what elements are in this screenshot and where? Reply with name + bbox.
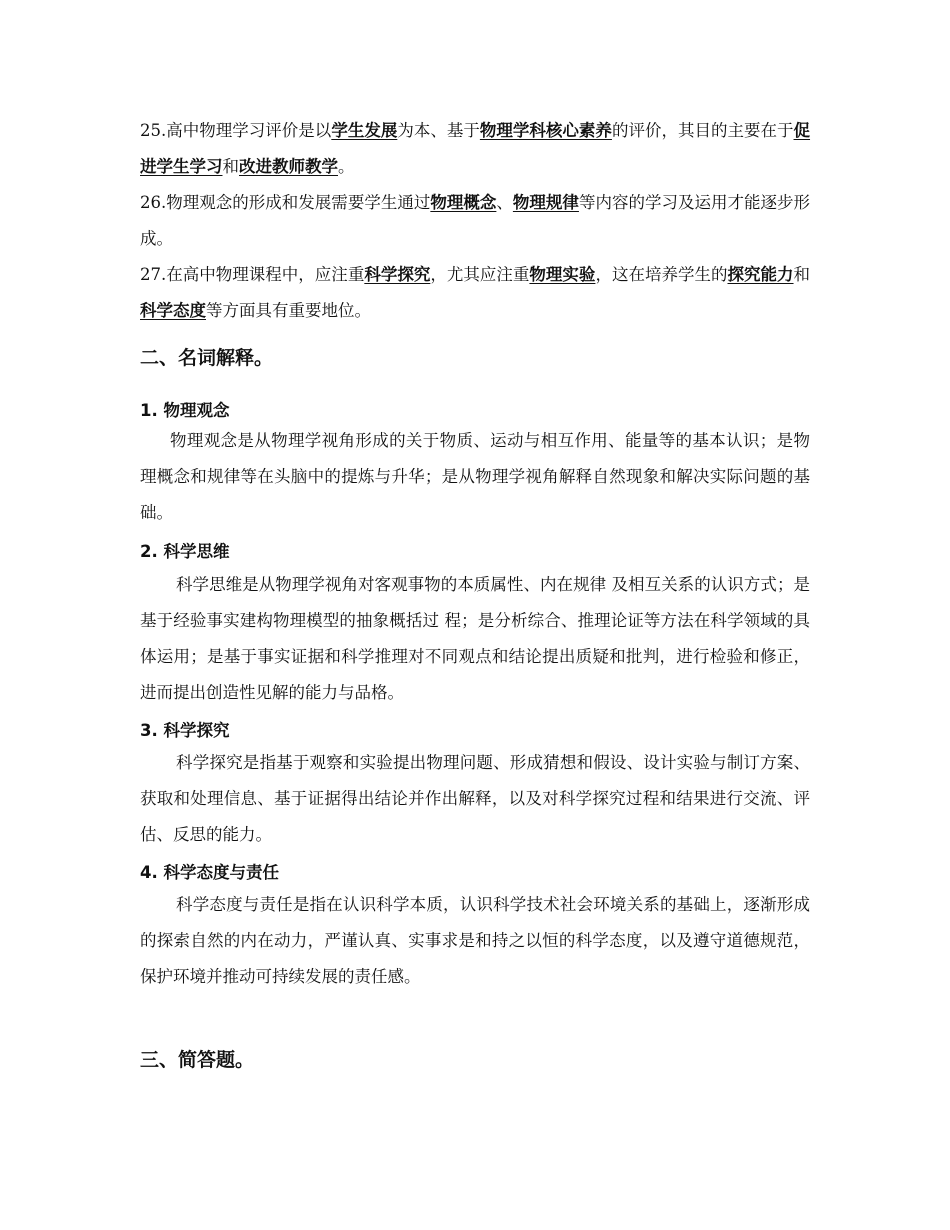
section-2-title: 二、名词解释。	[140, 347, 274, 369]
q26-answer-1: 物理概念	[430, 193, 497, 212]
q27-answer-4: 科学态度	[140, 301, 206, 320]
q25-text-2: 为本、基于	[397, 121, 480, 140]
term-4-definition: 科学态度与责任是指在认识科学本质，认识科学技术社会环境关系的基础上，逐渐形成的探索自然的内在动力，严谨认真、实事求是和持之以恒的科学态度，以及遵守道德规范，保护环境并推动可持续发展的责任感。	[140, 895, 810, 986]
q26-text-3: 等内容的学习及运用才能逐步形成。	[140, 193, 811, 248]
q25-text-3: 的评价，其目的主要在于	[611, 121, 794, 140]
q25-answer-2: 物理学科核心素养	[479, 121, 612, 140]
q25-text-1: 25.高中物理学习评价是以	[140, 121, 332, 140]
q27-text-5: 等方面具有重要地位。	[206, 301, 371, 320]
term-2-definition: 科学思维是从物理学视角对客观事物的本质属性、内在规律 及相互关系的认识方式；是基于经验事实建构物理模型的抽象概括过 程；是分析综合、推理论证等方法在科学领域的具体运用；是基于事实证据和科学推理对不同观点和结论提出质疑和批判，进行检验和修正，进而提出创造性见解的能力与品格。	[140, 575, 810, 702]
q27-answer-3: 探究能力	[727, 265, 794, 284]
q26-text-1: 26.物理观念的形成和发展需要学生通过	[140, 193, 431, 212]
q26-answer-2: 物理规律	[512, 193, 579, 212]
question-26	[140, 185, 810, 257]
term-1-heading: 1. 物理观念	[140, 401, 230, 420]
q26-text-2: 、	[496, 193, 513, 212]
term-4-heading: 4. 科学态度与责任	[140, 863, 279, 882]
section-3-title: 三、简答题。	[140, 1049, 255, 1071]
question-25	[140, 113, 810, 185]
q25-answer-4: 改进教师教学	[239, 157, 338, 176]
q25-text-5: 。	[338, 157, 355, 176]
q25-answer-1: 学生发展	[331, 121, 398, 140]
q27-text-1: 27.在高中物理课程中，应注重	[140, 265, 365, 284]
q27-answer-2: 物理实验	[529, 265, 596, 284]
q25-text-4: 和	[222, 157, 239, 176]
q27-text-3: ，这在培养学生的	[595, 265, 728, 284]
q27-answer-1: 科学探究	[364, 265, 431, 284]
term-1-definition: 物理观念是从物理学视角形成的关于物质、运动与相互作用、能量等的基本认识；是物理概念和规律等在头脑中的提炼与升华；是从物理学视角解释自然现象和解决实际问题的基础。	[140, 431, 810, 522]
term-2-heading: 2. 科学思维	[140, 542, 230, 561]
q25-answer-3: 促进学生学习	[140, 121, 811, 176]
q27-text-4: 和	[793, 265, 811, 284]
q27-text-2: ，尤其应注重	[430, 265, 530, 284]
question-27	[140, 257, 810, 329]
term-3-definition: 科学探究是指基于观察和实验提出物理问题、形成猜想和假设、设计实验与制订方案、获取和处理信息、基于证据得出结论并作出解释，以及对科学探究过程和结果进行交流、评估、反思的能力。	[140, 753, 810, 844]
term-3-heading: 3. 科学探究	[140, 721, 230, 740]
